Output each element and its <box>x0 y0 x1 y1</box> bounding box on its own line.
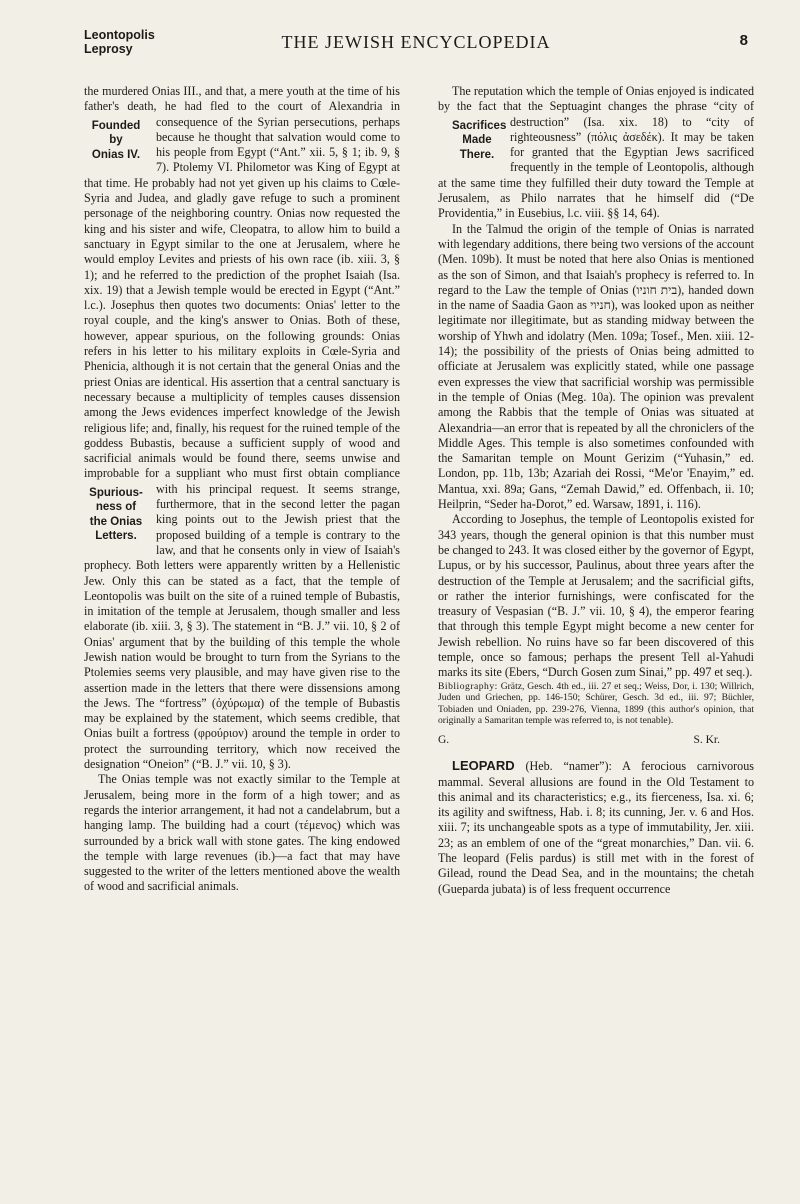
left-column <box>84 84 400 1174</box>
side-note-line: ness of <box>95 501 137 514</box>
paragraph: The Onias temple was not exactly similar to the Temple at Jerusalem, being more in the form of a high tower; and as regards the interior arrangement, it had not a candelabrum, but a hanging lamp. The building had a court (τέμενος) which was surrounded by a brick wall with stone gates. The king endowed the temple with large revenues (ib.)—a fact that may have suggested to the writer of the letters mentioned above the wealth of wood and sacrificial animals. <box>84 772 400 894</box>
side-note-line: by <box>109 134 123 147</box>
entry-heading: LEOPARD <box>452 758 515 774</box>
right-column <box>438 84 754 1174</box>
side-note-line: There. <box>459 148 495 161</box>
side-note-line: Onias IV. <box>91 148 141 161</box>
entry-text: (Heb. “namer”): A ferocious carnivorous mammal. Several allusions are found in the Old Testament to this animal and its characteristics; e.g., its fierceness, Isa. xi. 6; its agility and swiftness, Hab. i. 8; its cunning, Jer. v. 6 and Hos. xiii. 7; its unchangeable spots as a type of immutability, Jer. xiii. 23; as an emblem of one of the “great monarchies,” Dan. vii. 6. The leopard (Felis pardus) is still met with in the forest of Gilead, round the Dead Sea, and in the mountains; the chetah (Gueparda jubata) is of less frequent occurrence <box>438 759 754 896</box>
bibliography <box>438 681 754 727</box>
side-note-line: Made <box>462 134 492 147</box>
side-note-line: Letters. <box>95 530 137 543</box>
signature-right: S. Kr. <box>693 733 720 746</box>
side-note-spurious <box>84 486 148 544</box>
signature-left: G. <box>438 733 450 746</box>
side-note-founded <box>84 119 148 163</box>
header-title: THE JEWISH ENCYCLOPEDIA <box>281 32 551 52</box>
text-run: the murdered Onias III., and that, a mere youth at the time of his father's death, he had fled to the court of Alexandria in consequence <box>84 84 400 129</box>
header-topic-first: Leontopolis <box>84 28 155 42</box>
side-note-line: Sacrifices <box>452 119 507 132</box>
paragraph <box>84 84 400 772</box>
side-note-line: Spurious- <box>89 486 143 499</box>
signature-line <box>438 733 754 748</box>
text-run: The reputation which the temple of Onias enjoyed is indicated by the fact that the Septuagint changes the phrase “city of destruction” (Isa. <box>438 84 754 129</box>
bibliography-label: Bibliography: <box>438 680 498 692</box>
bibliography-text: Grätz, Gesch. 4th ed., iii. 27 et seq.; Weiss, Dor, i. 130; Willrich, Juden und Griechen, pp. 146-150; Schürer, Gesch. 3d ed., iii. 97; Büchler, Tobiaden und Oniaden, pp. 239-276, Vienna, 1899 (this author's opinion, that originally a Samaritan temple was referred to, is not tenable). <box>438 680 754 727</box>
text-run: xix. 18) to “city of righteousness” (πόλις ἀσεδέκ). It may be taken for granted that the Egyptian Jews sacrificed frequently in the temple of Leontopolis, although at the same time they fulfilled their duty toward the Temple at Jerusalem, as Philo narrates that he himself did (“De Providentia,” in Eusebius, l.c. viii. §§ 14, 64). <box>438 114 754 221</box>
text-run: of the Syrian persecutions, perhaps because he thought that salvation would come to his people from Egypt (“Ant.” xii. 5, § 1; ib. 9, § 7). Ptolemy VI. Philometor was King of Egypt at that time. He probably had not yet given up his claims to Cœle-Syria and Judea, and gladly gave refuge to such a prominent personage of the neighboring country. Onias now requested the king and his sister and wife, Cleopatra, to allow him to build a sanctuary in Egypt similar to the one at Jerusalem, where he would employ Levites and priests of his own race (ib. xiii. 3, § 1); and he referred to the prediction of the prophet Isaiah (Isa. xix. 19) that a Jewish temple would be erected in Egypt (“Ant.” l.c.). Josephus then quotes two documents: Onias' letter to the royal couple, and the king's answer to Onias. Both of these, however, appear spurious, on the following grounds: Onias refers in his letter to his military exploits in Cœle-Syria and Phenicia, although it is not certain that the general Onias and the priest Onias are identical. His assertion that a central sanctuary is necessary because a multiplicity of temples causes dissension among the Jews evidences imperfect knowledge of the Jewish religious life; and, finally, his request for the ruined temple of the goddess Bubastis, because a sufficient supply of wood and sacrificial animals would be found there, seems unwise and improbable for a suppliant who must first obtain compliance with his principal request. <box>84 114 400 496</box>
paragraph: According to Josephus, the temple of Leontopolis existed for 343 years, though the general opinion is that this number must be changed to 243. It was closed either by the governor of Egypt, Lupus, or by his successor, Paulinus, about three years after the destruction of the Temple at Jerusalem; and the sacrificial gifts, or rather the interior furnishings, were confiscated for the treasury of Vespasian (“B. J.” vii. 10, § 4), the emperor fearing that through this temple Egypt might become a new center for Jewish rebellion. No ruins have so far been discovered of this temple, once so famous; perhaps the present Tell al-Yahudi marks its site (Ebers, “Durch Gosen zum Sinai,” pp. 497 et seq.). <box>438 512 754 680</box>
paragraph: In the Talmud the origin of the temple of Onias is narrated with legendary additions, there being two versions of the account (Men. 109b). It must be noted that here also Onias is mentioned as the son of Simon, and that Isaiah's prophecy is referred to. In regard to the Law the temple of Onias (בית חוניו), handed down in the name of Saadia Gaon as חניוי), was looked upon as neither legitimate nor illegitimate, but as standing midway between the worship of Yhwh and idolatry (Men. 109a; Tosef., Men. xiii. 12-14); the possibility of the priests of Onias being admitted to officiate at Jerusalem was explicitly stated, while one passage even expresses the view that sacrificial worship was permissible in the temple of Onias (Meg. 10a). The opinion was prevalent among the Rabbis that the temple of Onias was situated at Alexandria—an error that is repeated by all the chroniclers of the Middle Ages. This temple is also sometimes confounded with the Samaritan temple on Mount Gerizim (“Yuhasin,” ed. London, pp. 11b, 13b; Azariah dei Rossi, “Me'or 'Enayim,” ed. Mantua, xxi. 89a; Gans, “Zemah Dawid,” ed. Offenbach, ii. 10; Heilprin, “Seder ha-Dorot,” ed. Warsaw, 1891, i. 116). <box>438 221 754 512</box>
text-run: It seems strange, furthermore, that in the second letter the pagan king points out to the Jewish priest that the proposed building of a temple is contrary to the law, and that he consents only in view of Isaiah's prophecy. Both letters were apparently written by a Hellenistic Jew. Only this can be stated as a fact, that the temple of Leontopolis was built on the site of a ruined temple of Bubastis, in imitation of the temple at Jerusalem, though smaller and less elaborate (ib. xiii. 3, § 3). The statement in “B. J.” vii. 10, § 2 of Onias' argument that by the building of this temple the whole Jewish nation would be brought to turn from the Syrians to the Ptolemies seems very plausible, and may have given rise to the assertion made in the letters that there were dissensions among the Jews. The “fortress” (ὀχύρωμα) of the temple of Bubastis may be explained by the statement, which seems credible, that Onias built a fortress (φρούριον) around the temple in order to protect the surrounding territory, which now received the designation “Oneion” (“B. J.” vii. 10, § 3). <box>84 481 400 772</box>
page-number: 8 <box>739 32 748 49</box>
entry-leopard <box>438 758 754 897</box>
header-topic-last: Leprosy <box>84 42 133 56</box>
side-note-sacrifices <box>438 119 507 163</box>
paragraph <box>438 84 754 222</box>
running-header <box>84 28 748 72</box>
side-note-line: the Onias <box>89 515 143 528</box>
side-note-line: Founded <box>91 119 141 132</box>
